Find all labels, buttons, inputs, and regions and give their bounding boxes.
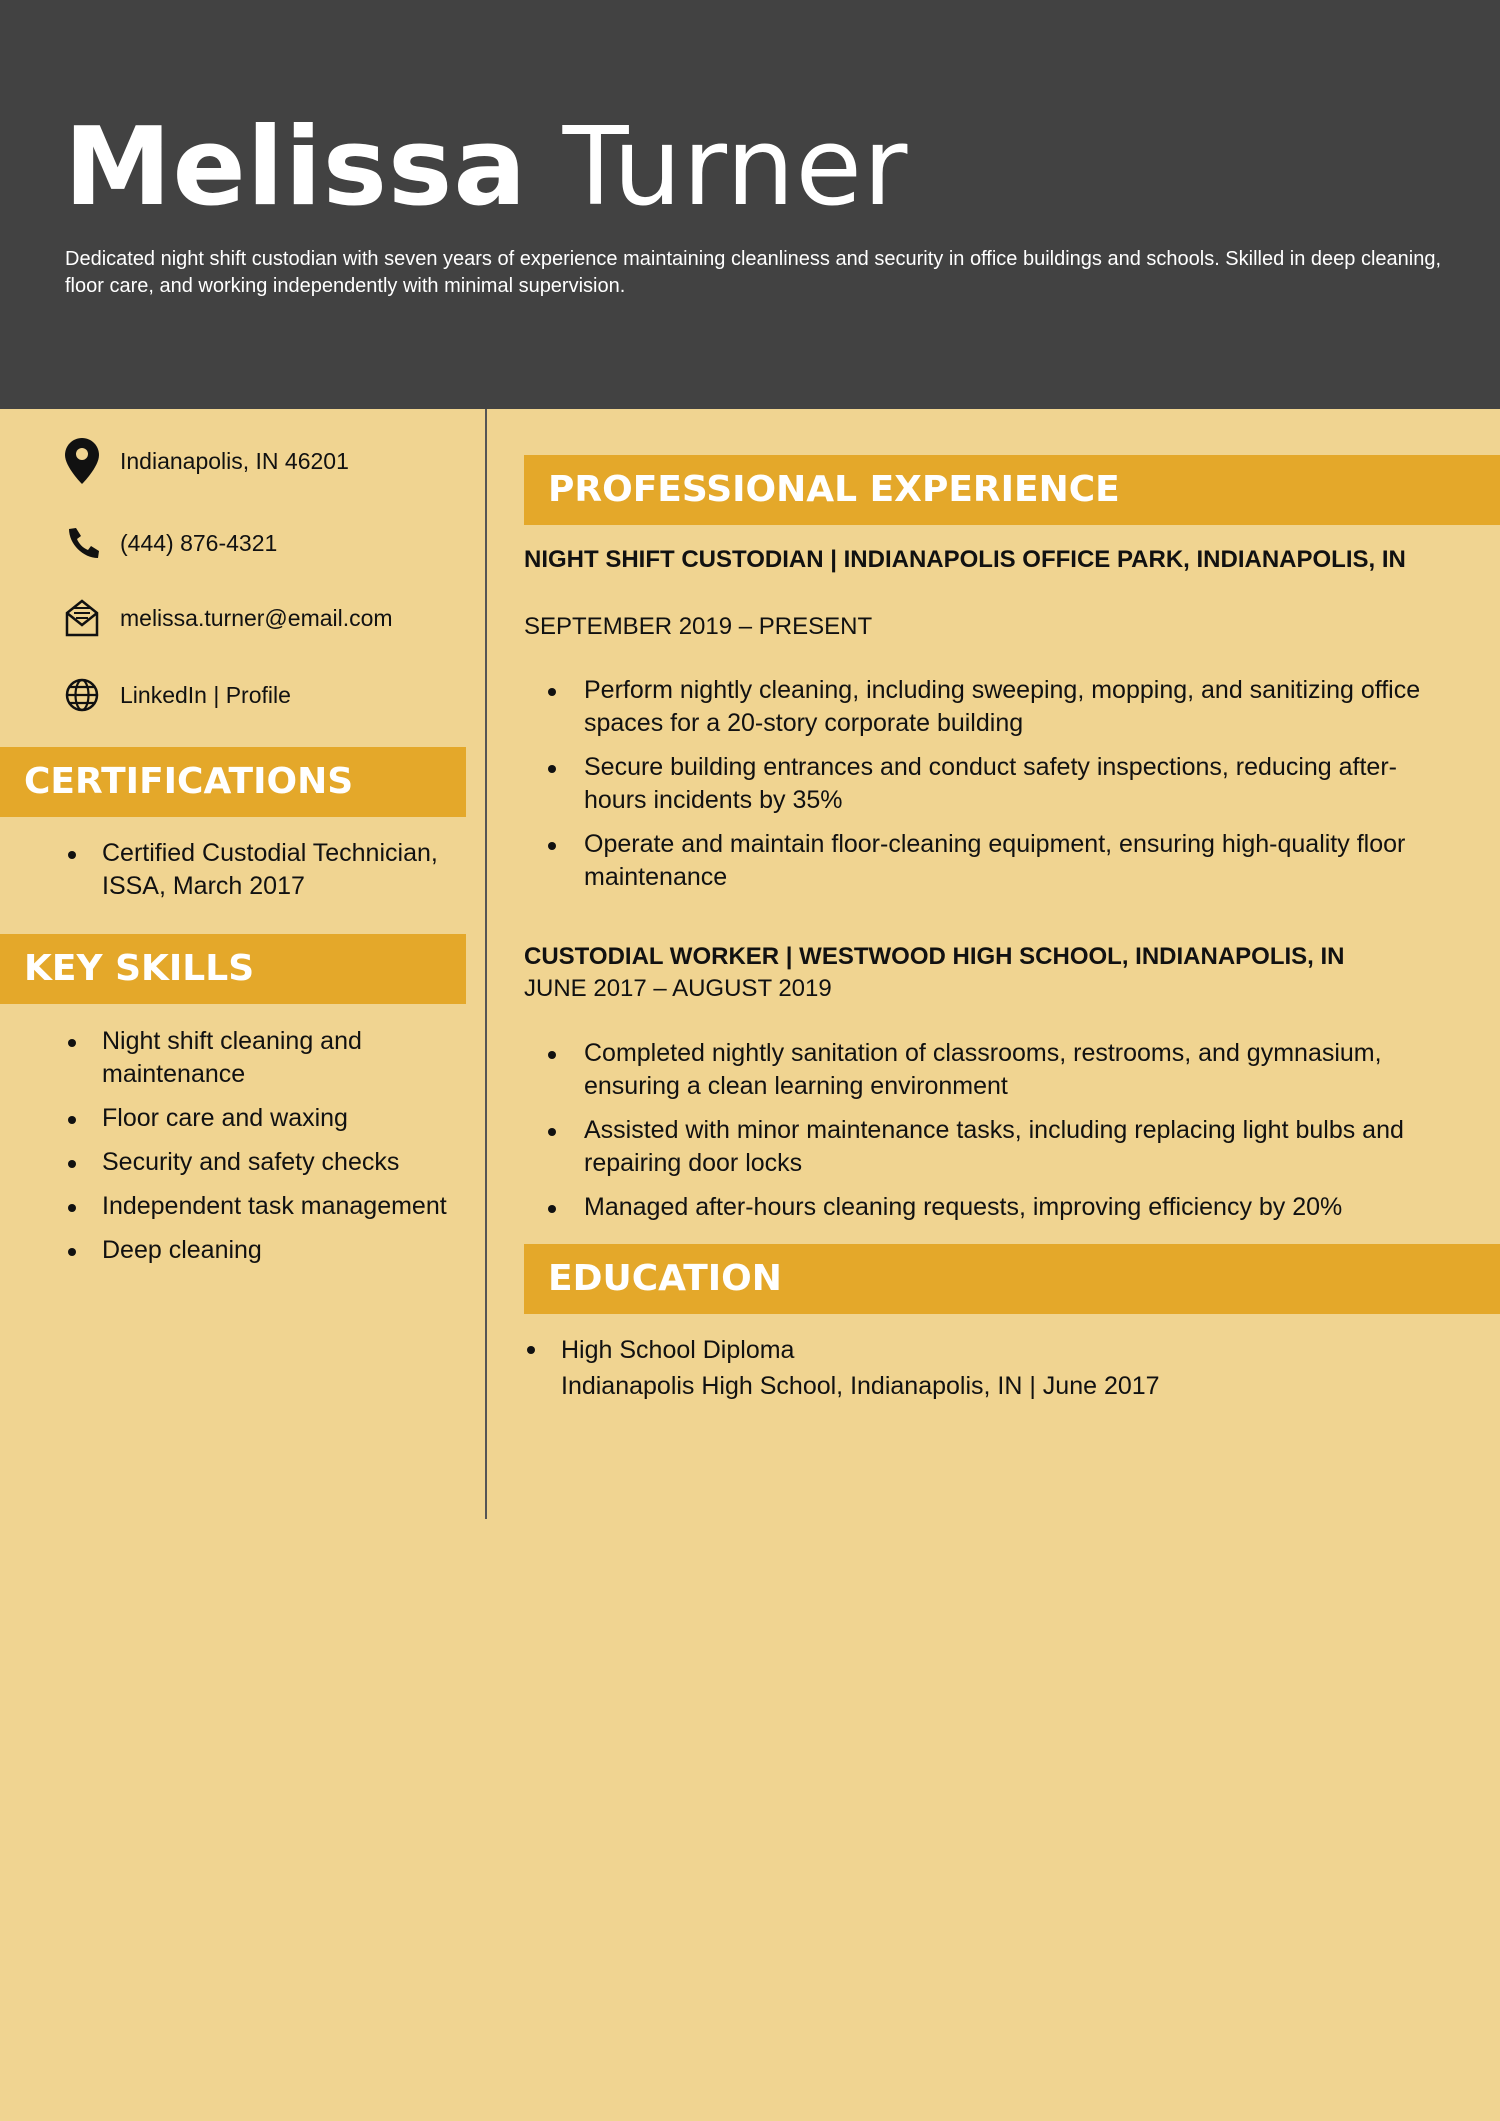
- experience-heading-band: [524, 455, 1500, 525]
- list-item: Operate and maintain floor-cleaning equipment, ensuring high-quality floor maintenance: [524, 828, 1459, 894]
- contact-linkedin: [64, 670, 464, 720]
- phone-icon: [64, 521, 100, 565]
- job-bullets: [524, 674, 1459, 905]
- list-item: Perform nightly cleaning, including sweeping, mopping, and sanitizing office spaces for a 20-story corporate building: [524, 674, 1459, 740]
- map-pin-icon: [64, 439, 100, 483]
- job-dates: SEPTEMBER 2019 – PRESENT: [524, 613, 873, 640]
- job-title: NIGHT SHIFT CUSTODIAN | INDIANAPOLIS OFFICE PARK, INDIANAPOLIS, IN: [524, 546, 1406, 573]
- education-heading: EDUCATION: [548, 1258, 782, 1299]
- contact-phone: [64, 518, 464, 568]
- experience-heading: PROFESSIONAL EXPERIENCE: [548, 469, 1120, 510]
- contact-email: [64, 593, 464, 643]
- education-item: [524, 1332, 1160, 1404]
- list-item: Secure building entrances and conduct safety inspections, reducing after-hours incidents by 35%: [524, 751, 1459, 817]
- degree-text: High School Diploma: [561, 1336, 795, 1364]
- list-item: Managed after-hours cleaning requests, improving efficiency by 20%: [524, 1191, 1459, 1224]
- candidate-name: [64, 105, 909, 230]
- linkedin-link[interactable]: LinkedIn | Profile: [120, 682, 291, 708]
- column-divider: [485, 409, 487, 1519]
- list-item: Assisted with minor maintenance tasks, including replacing light bulbs and repairing door locks: [524, 1114, 1459, 1180]
- location-text: Indianapolis, IN 46201: [120, 448, 349, 474]
- summary-text: Dedicated night shift custodian with seven years of experience maintaining cleanliness and security in office buildings and schools. Skilled in deep cleaning, floor care, and working independently with minimal supervision.: [65, 248, 1442, 297]
- skills-heading: KEY SKILLS: [24, 948, 255, 989]
- contact-location: [64, 436, 464, 486]
- first-name: Melissa: [64, 105, 528, 230]
- job-bullets: [524, 1037, 1459, 1235]
- email-text[interactable]: melissa.turner@email.com: [120, 605, 393, 631]
- job-title: CUSTODIAL WORKER | WESTWOOD HIGH SCHOOL, INDIANAPOLIS, IN: [524, 943, 1345, 970]
- phone-text: (444) 876-4321: [120, 530, 278, 556]
- globe-icon: [64, 673, 100, 717]
- list-item: Independent task management: [64, 1190, 484, 1223]
- list-item: Security and safety checks: [64, 1146, 484, 1179]
- skills-heading-band: [0, 934, 466, 1004]
- list-item: Night shift cleaning and maintenance: [64, 1025, 484, 1091]
- certifications-heading-band: [0, 747, 466, 817]
- list-item: Certified Custodial Technician, ISSA, March 2017: [64, 837, 484, 903]
- envelope-icon: [64, 596, 100, 640]
- list-item: Deep cleaning: [64, 1234, 484, 1267]
- certifications-heading: CERTIFICATIONS: [24, 761, 354, 802]
- education-heading-band: [524, 1244, 1500, 1314]
- skills-list: [64, 1025, 484, 1278]
- certifications-list: [64, 837, 484, 914]
- list-item: Floor care and waxing: [64, 1102, 484, 1135]
- school-text: Indianapolis High School, Indianapolis, IN | June 2017: [561, 1372, 1160, 1400]
- resume-header: [0, 0, 1500, 409]
- list-item: Completed nightly sanitation of classrooms, restrooms, and gymnasium, ensuring a clean learning environment: [524, 1037, 1459, 1103]
- job-dates: JUNE 2017 – AUGUST 2019: [524, 975, 832, 1002]
- last-name: Turner: [562, 105, 909, 230]
